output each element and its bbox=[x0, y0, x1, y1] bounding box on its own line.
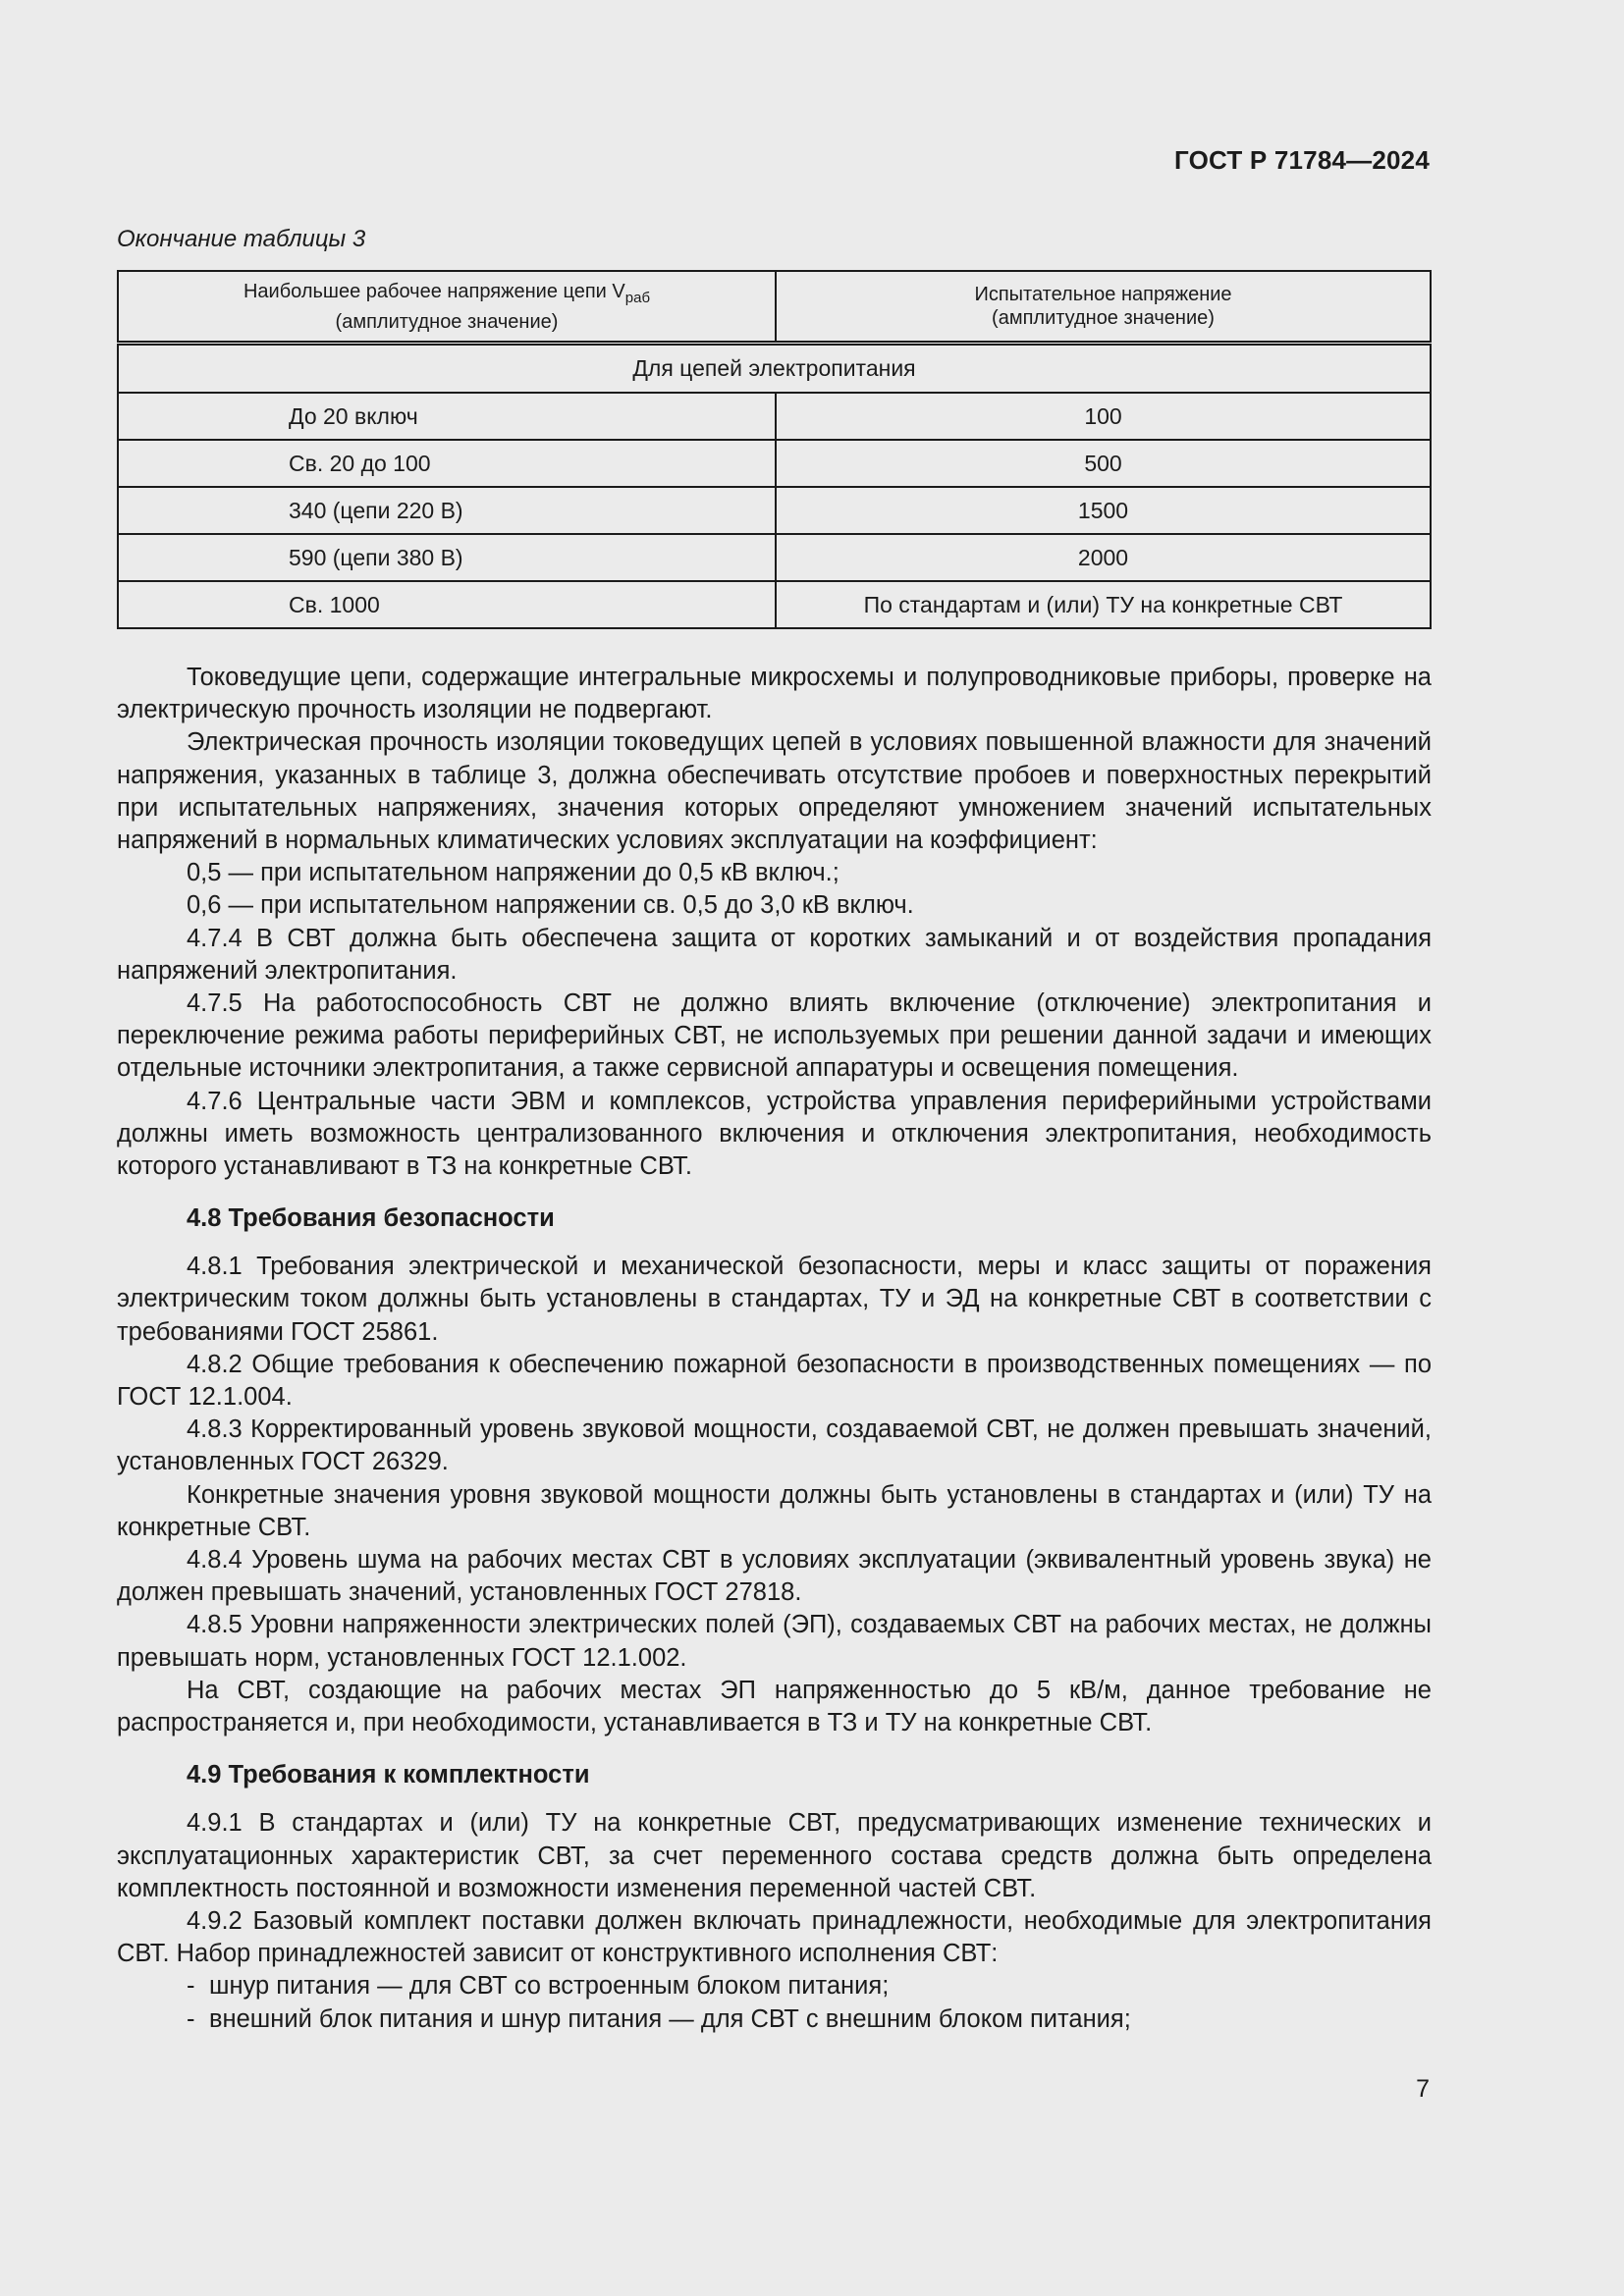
paragraph: 4.7.5 На работоспособность СВТ не должно влиять включение (отключение) электропитания и переключение режима работы периферийных СВТ, не используемых при решении данной задачи и имеющих отдельные источники электропитания, а также сервисной аппаратуры и освещения помещения. bbox=[117, 989, 1432, 1083]
test-voltage-cell: 2000 bbox=[776, 534, 1431, 581]
table-row bbox=[118, 534, 1431, 581]
list-item: - внешний блок питания и шнур питания — для СВТ с внешним блоком питания; bbox=[117, 2003, 1432, 2036]
test-voltage-cell: 1500 bbox=[776, 487, 1431, 534]
table-row bbox=[118, 393, 1431, 440]
paragraph: На СВТ, создающие на рабочих местах ЭП напряженностью до 5 кВ/м, данное требование не распространяется и, при необходимости, устанавливается в ТЗ и ТУ на конкретные СВТ. bbox=[117, 1676, 1432, 1737]
voltage-cell: 340 (цепи 220 В) bbox=[118, 487, 776, 534]
paragraph: Токоведущие цепи, содержащие интегральные микросхемы и полупроводниковые приборы, проверке на электрическую прочность изоляции не подвергают. bbox=[117, 664, 1432, 724]
voltage-table bbox=[117, 270, 1432, 629]
paragraph: 0,5 — при испытательном напряжении до 0,5 кВ включ.; bbox=[187, 859, 839, 887]
paragraph: 4.8.2 Общие требования к обеспечению пожарной безопасности в производственных помещениях — по ГОСТ 12.1.004. bbox=[117, 1350, 1432, 1412]
list-bullet: - bbox=[187, 1972, 195, 2001]
test-voltage-cell: 100 bbox=[776, 393, 1431, 440]
paragraph: 4.7.6 Центральные части ЭВМ и комплексов, устройства управления периферийными устройствами должны иметь возможность централизованного включения и отключения электропитания, необходимость которого устанавливают в ТЗ на конкретные СВТ. bbox=[117, 1087, 1432, 1181]
table-caption: Окончание таблицы 3 bbox=[117, 226, 366, 252]
list-bullet: - bbox=[187, 2004, 195, 2033]
voltage-cell: Св. 20 до 100 bbox=[118, 440, 776, 487]
paragraph: 4.8.5 Уровни напряженности электрических полей (ЭП), создаваемых СВТ на рабочих местах, не должны превышать норм, установленных ГОСТ 12.1.002. bbox=[117, 1611, 1432, 1672]
voltage-cell: 590 (цепи 380 В) bbox=[118, 534, 776, 581]
paragraph: 4.9.2 Базовый комплект поставки должен включать принадлежности, необходимые для электропитания СВТ. Набор принадлежностей зависит от конструктивного исполнения СВТ: bbox=[117, 1906, 1432, 1968]
paragraph: 4.7.4 В СВТ должна быть обеспечена защита от коротких замыканий и от воздействия пропадания напряжений электропитания. bbox=[117, 924, 1432, 985]
paragraph: 0,6 — при испытательном напряжении св. 0,5 до 3,0 кВ включ. bbox=[187, 891, 914, 920]
table-row bbox=[118, 581, 1431, 628]
group-label: Для цепей электропитания bbox=[118, 344, 1431, 394]
table-row bbox=[118, 487, 1431, 534]
col-header-voltage: Наибольшее рабочее напряжение цепи $V_{раб}$ (амплитудное значение) bbox=[118, 271, 776, 344]
paragraph: 4.9.1 В стандартах и (или) ТУ на конкретные СВТ, предусматривающих изменение технических и эксплуатационных характеристик СВТ, за счет переменного состава средств должна быть определена комплектность постоянной и возможности изменения переменной частей СВТ. bbox=[117, 1809, 1432, 1902]
page-number: 7 bbox=[1416, 2075, 1430, 2103]
section-heading-safety: 4.8 Требования безопасности bbox=[187, 1204, 555, 1233]
voltage-cell: До 20 включ bbox=[118, 393, 776, 440]
table-row bbox=[118, 440, 1431, 487]
section-heading-completeness: 4.9 Требования к комплектности bbox=[187, 1761, 590, 1789]
col-header-test-voltage: Испытательное напряжение (амплитудное значение) bbox=[776, 271, 1431, 344]
list-item: - шнур питания — для СВТ со встроенным блоком питания; bbox=[117, 1970, 1432, 2002]
paragraph: Электрическая прочность изоляции токоведущих цепей в условиях повышенной влажности для значений напряжения, указанных в таблице 3, должна обеспечивать отсутствие пробоев и поверхностных перекрытий при испытательных напряжениях, значения которых определяют умножением значений испытательных напряжений в нормальных климатических условиях эксплуатации на коэффициент: bbox=[117, 728, 1432, 855]
paragraph: 4.8.1 Требования электрической и механической безопасности, меры и класс защиты от поражения электрическим током должны быть установлены в стандартах, ТУ и ЭД на конкретные СВТ в соответствии с требованиями ГОСТ 25861. bbox=[117, 1253, 1432, 1346]
test-voltage-cell: По стандартам и (или) ТУ на конкретные СВТ bbox=[776, 581, 1431, 628]
paragraph: Конкретные значения уровня звуковой мощности должны быть установлены в стандартах и (или) ТУ на конкретные СВТ. bbox=[117, 1480, 1432, 1541]
voltage-cell: Св. 1000 bbox=[118, 581, 776, 628]
table-header-row bbox=[118, 271, 1431, 344]
document-body bbox=[117, 662, 1432, 2036]
document-id: ГОСТ Р 71784—2024 bbox=[1174, 145, 1430, 175]
paragraph: 4.8.3 Корректированный уровень звуковой мощности, создаваемой СВТ, не должен превышать значений, установленных ГОСТ 26329. bbox=[117, 1415, 1432, 1476]
paragraph: 4.8.4 Уровень шума на рабочих местах СВТ в условиях эксплуатации (эквивалентный уровень звука) не должен превышать значений, установленных ГОСТ 27818. bbox=[117, 1546, 1432, 1607]
accessories-list bbox=[117, 1970, 1432, 2035]
test-voltage-cell: 500 bbox=[776, 440, 1431, 487]
table-group-row bbox=[118, 344, 1431, 394]
